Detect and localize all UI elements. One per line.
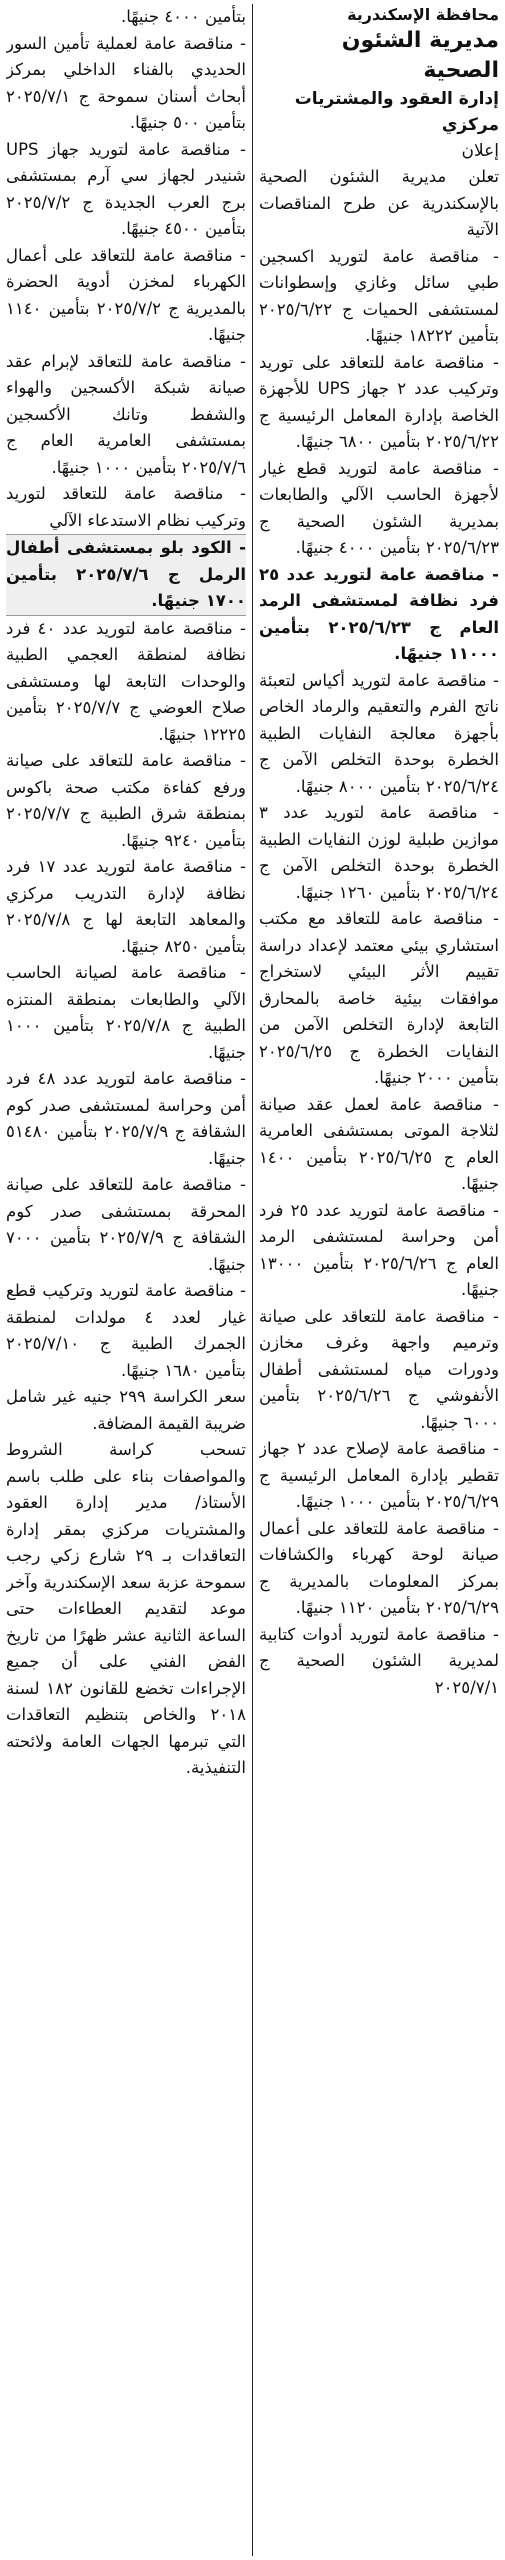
tender-item: - مناقصة عامة للتعاقد على صيانة ورفع كفاءة مكتب صحة باكوس بمنطقة شرق الطبية ج ٢٠٢٥/٧/٧ بتأمين ٩٢٤٠ جنيهًا. bbox=[6, 751, 246, 850]
governorate-name: محافظة الإسكندرية bbox=[347, 5, 499, 24]
tender-item: - مناقصة عامة للتعاقد على صيانة المحرقة بمستشفى صدر كوم الشقافة ج ٢٠٢٥/٧/٩ بتأمين ٧٠٠٠ جنيهًا. bbox=[6, 1175, 246, 1274]
tender-item: - مناقصة عامة لإصلاح عدد ٢ جهاز تقطير بإدارة المعامل الرئيسية ج ٢٠٢٥/٦/٢٩ بتأمين ١٠٠٠ جنيهًا. bbox=[259, 1439, 499, 1511]
tender-item: - مناقصة عامة لتوريد عدد ٤٠ فرد نظافة لمنطقة العجمي الطبية والوحدات التابعة لها ومستشفى صلاح العوضي ج ٢٠٢٥/٧/٧ بتأمين ١٢٢٢٥ جنيهًا. bbox=[6, 618, 246, 744]
tender-item: - مناقصة عامة للتعاقد على توريد وتركيب عدد ٢ جهاز UPS للأجهزة الخاصة بإدارة المعامل الرئيسية ج ٢٠٢٥/٦/٢٢ بتأمين ٦٨٠٠ جنيهًا. bbox=[259, 352, 499, 451]
tender-item: - مناقصة عامة لصيانة الحاسب الآلي والطابعات بمنطقة المنتزه الطبية ج ٢٠٢٥/٧/٨ بتأمين ١٠٠٠ جنيهًا. bbox=[6, 963, 246, 1062]
announcement-header bbox=[259, 4, 499, 164]
tender-item: - مناقصة عامة للتعاقد مع مكتب استشاري بيئي معتمد لإعداد دراسة تقييم الأثر البيئي لاستخراج موافقات بيئية خاصة بالمحارق التابعة لإدارة التخلص الآمن من النفايات الخطرة ج ٢٠٢٥/٦/٢٥ بتأمين ٢٠٠٠ جنيهًا. bbox=[259, 909, 499, 1087]
right-column bbox=[259, 4, 499, 2556]
tender-item: - مناقصة عامة لتوريد عدد ٢٥ فرد أمن وحراسة لمستشفى الرمد العام ج ٢٠٢٥/٦/٢٦ بتأمين ١٣٠٠٠ جنيهًا. bbox=[259, 1200, 499, 1299]
tender-item: - مناقصة عامة لتوريد عدد ١٧ فرد نظافة لإدارة التدريب مركزي والمعاهد التابعة لها ج ٢٠٢٥/٧/٨ بتأمين ٨٢٥٠ جنيهًا. bbox=[6, 857, 246, 956]
department-name: إدارة العقود والمشتريات مركزي bbox=[294, 89, 499, 135]
tender-item: - مناقصة عامة لتوريد عدد ٣ موازين طبلية لوزن النفايات الطبية الخطرة بوحدة التخلص الآمن ج ٢٠٢٥/٦/٢٤ بتأمين ١٢٦٠ جنيهًا. bbox=[259, 803, 499, 902]
tender-item: - مناقصة عامة لتوريد جهاز UPS شنيدر لجهاز سي آرم بمستشفى برج العرب الجديدة ج ٢٠٢٥/٧/٢ بتأمين ٤٥٠٠ جنيهًا. bbox=[6, 139, 246, 238]
tender-item-highlight: - الكود بلو بمستشفى أطفال الرمل ج ٢٠٢٥/٧/٦ بتأمين ١٧٠٠ جنيهًا. bbox=[6, 534, 246, 616]
tender-item: - مناقصة عامة لتوريد أدوات كتابية لمديرية الشئون الصحية ج ٢٠٢٥/٧/١ bbox=[259, 1624, 499, 1697]
tender-item-continued: بتأمين ٤٠٠٠ جنيهًا. bbox=[121, 7, 246, 26]
tender-item: - مناقصة عامة لتوريد وتركيب قطع غيار لعدد ٤ مولدات لمنطقة الجمرك الطبية ج ٢٠٢٥/٧/١٠ بتأمين ١٦٨٠ جنيهًا. bbox=[6, 1281, 246, 1380]
left-column bbox=[6, 4, 246, 2556]
tender-item: - مناقصة عامة للتعاقد لتوريد وتركيب نظام الاستدعاء الآلي bbox=[6, 484, 246, 530]
intro-text: تعلن مديرية الشئون الصحية بالإسكندرية عن طرح المناقصات الآتية bbox=[259, 167, 499, 239]
terms-note: تسحب كراسة الشروط والمواصفات بناء على طلب باسم الأستاذ/ مدير إدارة العقود والمشتريات مركزي بمقر إدارة التعاقدات بـ ٢٩ شارع زكي رجب سموحة عزبة سعد الإسكندرية وآخر موعد لتقديم العطاءات حتى الساعة الثانية عشر ظهرًا من تاريخ الفض الفني على أن جميع الإجراءات تخضع للقانون ١٨٢ لسنة ٢٠١٨ والخاص بتنظيم التعاقدات التي تبرمها الجهات العامة ولائحته التنفيذية. bbox=[6, 1440, 246, 1777]
tender-item: - مناقصة عامة لتوريد عدد ٤٨ فرد أمن وحراسة لمستشفى صدر كوم الشقافة ج ٢٠٢٥/٧/٩ بتأمين ٥١٤٨٠ جنيهًا. bbox=[6, 1069, 246, 1168]
tender-item: - مناقصة عامة لعمل عقد صيانة لثلاجة الموتى بمستشفى العامرية العام ج ٢٠٢٥/٦/٢٥ بتأمين ١٤٠٠ جنيهًا. bbox=[259, 1094, 499, 1193]
tender-item: - مناقصة عامة للتعاقد على صيانة وترميم واجهة وغرف مخازن ودورات مياه لمستشفى أطفال الأنفوشي ج ٢٠٢٥/٦/٢٦ بتأمين ٦٠٠٠ جنيهًا. bbox=[259, 1306, 499, 1432]
tender-item: - مناقصة عامة لعملية تأمين السور الحديدي بالفناء الداخلي بمركز أبحاث أسنان سموحة ج ٢٠٢٥/٧/١ بتأمين ٥٠٠ جنيهًا. bbox=[6, 33, 246, 132]
tender-item: - مناقصة عامة لتوريد قطع غيار لأجهزة الحاسب الآلي والطابعات بمديرية الشئون الصحية ج ٢٠٢٥/٦/٢٣ بتأمين ٤٠٠٠ جنيهًا. bbox=[259, 458, 499, 557]
tender-item: - مناقصة عامة لتوريد اكسجين طبي سائل وغازي وإسطوانات لمستشفى الحميات ج ٢٠٢٥/٦/٢٢ بتأمين ١٨٢٢٢ جنيهًا. bbox=[259, 246, 499, 345]
directorate-name: مديرية الشئون الصحية bbox=[341, 28, 499, 83]
tender-item: - مناقصة عامة للتعاقد على أعمال الكهرباء لمخزن أدوية الحضرة بالمديرية ج ٢٠٢٥/٧/٢ بتأمين ١١٤٠ جنيهًا. bbox=[6, 245, 246, 344]
booklet-price: سعر الكراسة ٢٩٩ جنيه غير شامل ضريبة القيمة المضافة. bbox=[6, 1387, 246, 1433]
tender-item: - مناقصة عامة لتوريد عدد ٢٥ فرد نظافة لمستشفى الرمد العام ج ٢٠٢٥/٦/٢٣ بتأمين ١١٠٠٠ جنيهًا. bbox=[259, 564, 499, 663]
announcement-label: إعلان bbox=[461, 141, 499, 161]
column-divider bbox=[252, 4, 253, 2556]
tender-item: - مناقصة عامة للتعاقد لإبرام عقد صيانة شبكة الأكسجين والهواء والشفط وتانك الأكسجين بمستشفى العامرية العام ج ٢٠٢٥/٧/٦ بتأمين ١٠٠٠ جنيهًا. bbox=[6, 351, 246, 477]
tender-item: - مناقصة عامة للتعاقد على أعمال صيانة لوحة كهرباء والكشافات بمركز المعلومات بالمديرية ج ٢٠٢٥/٦/٢٩ بتأمين ١١٢٠ جنيهًا. bbox=[259, 1518, 499, 1617]
tender-item: - مناقصة عامة لتوريد أكياس لتعبئة ناتج الفرم والتعقيم والرماد الخاص بأجهزة معالجة النفايات الطبية الخطرة بوحدة التخلص الآمن ج ٢٠٢٥/٦/٢٤ بتأمين ٨٠٠٠ جنيهًا. bbox=[259, 670, 499, 796]
